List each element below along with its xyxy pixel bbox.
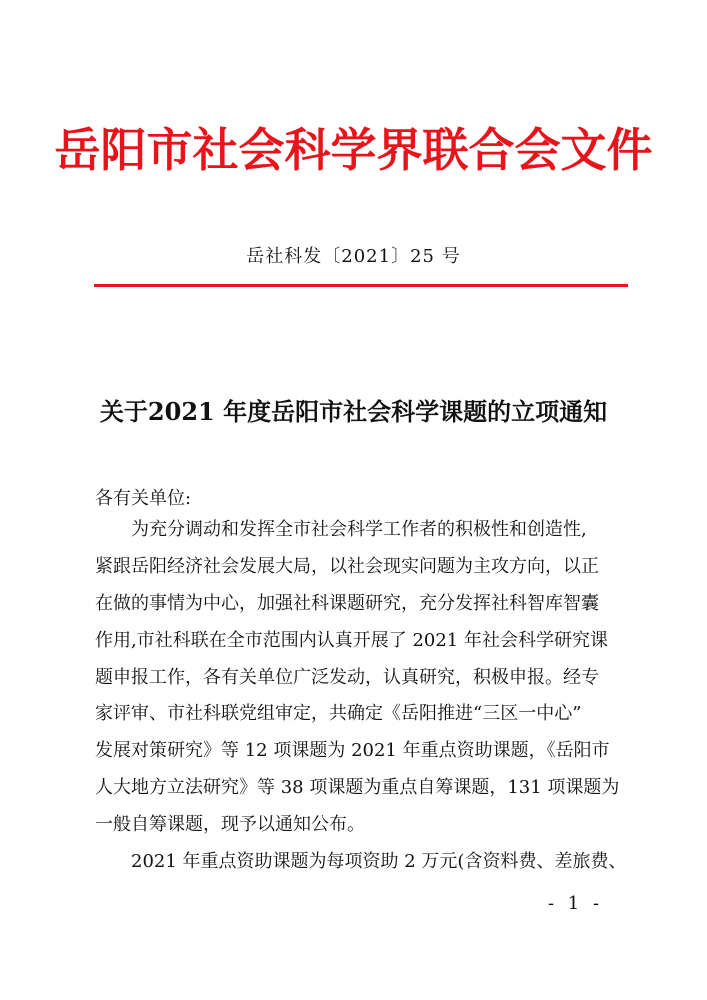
salutation: 各有关单位: [95,488,192,509]
masthead-title: 岳阳市社会科学界联合会文件 [54,123,653,177]
paragraph-line: 发展对策研究》等 12 项课题为 2021 年重点资助课题，《岳阳市 [95,740,610,762]
page-number: - 1 - [548,893,604,914]
paragraph-line: 家评审、市社科联党组审定，共确定《岳阳推进“三区一中心” [95,703,582,725]
paragraph-line: 为充分调动和发挥全市社会科学工作者的积极性和创造性, [131,519,587,540]
document-title: 关于2021 年度岳阳市社会科学课题的立项通知 [99,397,608,426]
body-text [95,512,635,881]
paragraph-line: 在做的事情为中心，加强社科课题研究，充分发挥社科智库智囊 [95,592,599,614]
paragraph-line: 2021 年重点资助课题为每项资助 2 万元(含资料费、差旅费、 [131,851,627,873]
paragraph-line: 作用,市社科联在全市范围内认真开展了 2021 年社会科学研究课 [95,629,608,651]
red-separator-line [94,284,628,287]
paragraph-line: 题申报工作，各有关单位广泛发动，认真研究，积极申报。经专 [95,666,599,688]
paragraph-line: 人大地方立法研究》等 38 项课题为重点自筹课题，131 项课题为 [95,777,620,799]
document-number: 岳社科发〔2021〕25 号 [246,246,461,267]
paragraph-line: 紧跟岳阳经济社会发展大局，以社会现实问题为主攻方向，以正 [95,555,599,577]
paragraph-line: 一般自筹课题，现予以通知公布。 [95,814,365,836]
